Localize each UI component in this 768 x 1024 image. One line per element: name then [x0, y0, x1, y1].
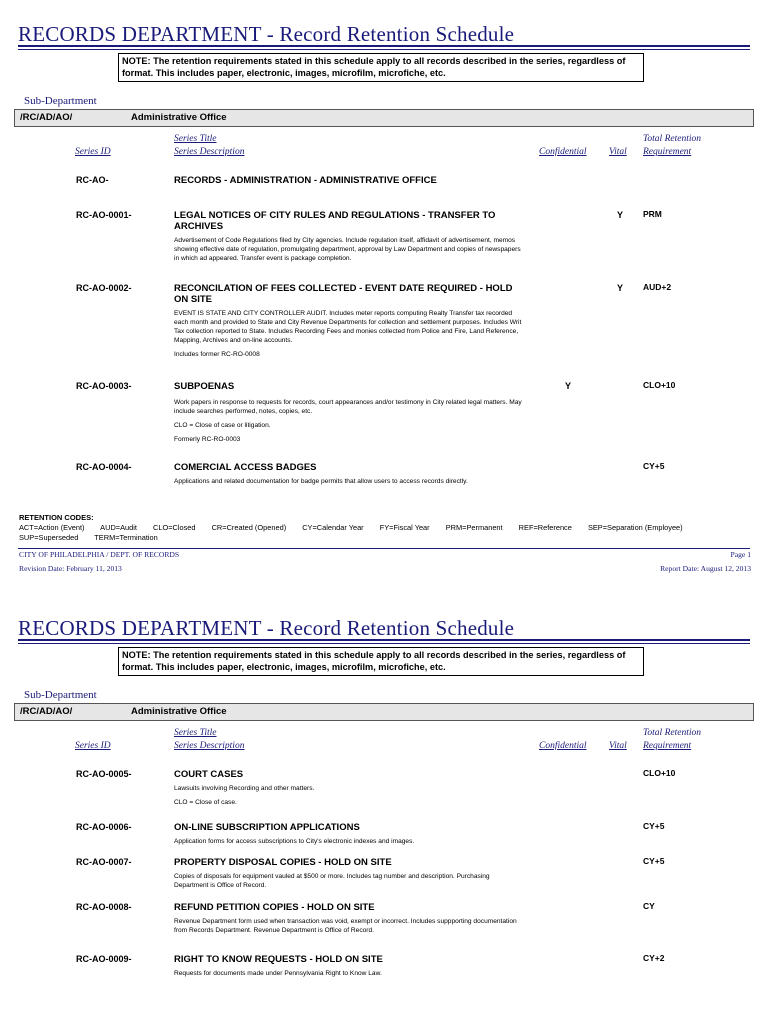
retention-code: FY=Fiscal Year: [379, 523, 430, 532]
series-description: Advertisement of Code Regulations filed by City agencies. Include regulation itself, affidavit of advertisement, memos showing effective date of regulation, promulgating department, approval by Law Department and copies of newspapers in which ad appeared. Transfer event is package completion.: [174, 237, 521, 262]
retention-note: NOTE: The retention requirements stated in this schedule apply to all records described in the series, regardless of format. This includes paper, electronic, images, microfilm, microfiche, etc.: [118, 53, 644, 82]
series-id: RC-AO-0006-: [76, 822, 132, 832]
series-id: RC-AO-0007-: [76, 857, 132, 867]
series-description: Copies of disposals for equipment vauled at $500 or more. Includes tag number and description. Purchasing Department is Office of Record.: [174, 873, 490, 889]
footer-rule: [18, 548, 750, 549]
series-title: LEGAL NOTICES OF CITY RULES AND REGULATIONS - TRANSFER TO ARCHIVES: [174, 210, 496, 232]
title-rule-thin: [18, 49, 750, 50]
series-id: RC-AO-0008-: [76, 902, 132, 912]
series-title: COURT CASES: [174, 769, 244, 780]
col-header-vital: Vital: [609, 741, 627, 751]
series-description: Requests for documents made under Pennsylvania Right to Know Law.: [174, 970, 382, 977]
series-title: ON-LINE SUBSCRIPTION APPLICATIONS: [174, 822, 360, 833]
series-description: Applications and related documentation for badge permits that allow users to access records directly.: [174, 478, 468, 485]
retention-code: CR=Created (Opened): [211, 523, 287, 532]
page-title: RECORDS DEPARTMENT - Record Retention Schedule: [18, 22, 515, 46]
col-header-total-retention: Total Retention: [643, 134, 701, 144]
department-bar: [14, 109, 754, 127]
retention-code: REF=Reference: [518, 523, 572, 532]
col-header-requirement: Requirement: [643, 147, 692, 157]
col-header-confidential: Confidential: [539, 741, 587, 751]
retention-code: SUP=Superseded: [19, 533, 79, 542]
retention-value: CY+5: [643, 821, 665, 831]
series-description: Lawsuits involving Recording and other matters. CLO = Close of case.: [174, 785, 315, 806]
retention-value: CY+5: [643, 856, 665, 866]
subdept-label: Sub-Department: [24, 95, 97, 107]
title-rule-thin: [18, 643, 750, 644]
series-description: Work papers in response to requests for records, court appearances and/or testimony in City related legal matters. May include searches performed, notes, copies, etc. CLO = Close of case or litigation. Formerly RC-RO-0003: [174, 399, 522, 443]
footer-revision-date: Revision Date: February 11, 2013: [19, 564, 122, 573]
department-name: Administrative Office: [131, 112, 227, 123]
department-name: Administrative Office: [131, 706, 227, 717]
col-header-requirement: Requirement: [643, 741, 692, 751]
department-bar: [14, 703, 754, 721]
page-title: RECORDS DEPARTMENT - Record Retention Schedule: [18, 616, 515, 640]
retention-note: NOTE: The retention requirements stated in this schedule apply to all records described in the series, regardless of format. This includes paper, electronic, images, microfilm, microfiche, etc.: [118, 647, 644, 676]
series-description: EVENT IS STATE AND CITY CONTROLLER AUDIT. Includes meter reports computing Realty Transfer tax recorded each month and provided to State and City Revenue Departments for collection and settlement purposes. Includes Writ Tax collection reported to State. Includes Recording Fees and monies collected from Police and Fire, Land Reference, Mapping, Archives and on-line accounts. Includes former RC-RO-0008: [174, 310, 522, 358]
confidential-flag: Y: [565, 381, 572, 391]
col-header-total-retention: Total Retention: [643, 728, 701, 738]
footer-page-number: Page 1: [730, 550, 751, 559]
series-description: Application forms for access subscriptions to City's electronic indexes and images.: [174, 838, 415, 845]
schedule-page-2: [0, 594, 768, 1024]
retention-code: CY=Calendar Year: [302, 523, 364, 532]
series-id: RC-AO-0001-: [76, 210, 132, 220]
series-title: REFUND PETITION COPIES - HOLD ON SITE: [174, 902, 375, 913]
col-header-series-id: Series ID: [75, 147, 111, 157]
retention-value: PRM: [643, 209, 662, 219]
series-title: PROPERTY DISPOSAL COPIES - HOLD ON SITE: [174, 857, 392, 868]
retention-code: AUD=Audit: [100, 523, 137, 532]
retention-value: AUD+2: [643, 282, 672, 292]
col-header-series-id: Series ID: [75, 741, 111, 751]
col-header-series-title: Series Title: [174, 134, 217, 144]
footer-report-date: Report Date: August 12, 2013: [660, 564, 751, 573]
department-code: /RC/AD/AO/: [20, 112, 73, 123]
retention-value: CY: [643, 901, 655, 911]
retention-code: SEP=Separation (Employee): [587, 523, 683, 532]
title-rule: [18, 639, 750, 641]
series-id: RC-AO-0003-: [76, 381, 132, 391]
subdept-label: Sub-Department: [24, 689, 97, 701]
retention-value: CY+2: [643, 953, 665, 963]
retention-value: CY+5: [643, 461, 665, 471]
series-id: RC-AO-0004-: [76, 462, 132, 472]
vital-flag: Y: [617, 210, 624, 220]
series-title: RECONCILATION OF FEES COLLECTED - EVENT DATE REQUIRED - HOLD ON SITE: [174, 283, 513, 305]
retention-codes-legend: [19, 523, 749, 543]
series-title: SUBPOENAS: [174, 381, 235, 392]
col-header-series-description: Series Description: [174, 147, 245, 157]
retention-value: CLO+10: [643, 768, 676, 778]
retention-codes-heading: RETENTION CODES:: [19, 513, 94, 522]
retention-code: CLO=Closed: [153, 523, 196, 532]
series-id: RC-AO-0009-: [76, 954, 132, 964]
retention-code: PRM=Permanent: [445, 523, 503, 532]
footer-organization: CITY OF PHILADELPHIA / DEPT. OF RECORDS: [19, 550, 180, 559]
department-code: /RC/AD/AO/: [20, 706, 73, 717]
series-id: RC-AO-0005-: [76, 769, 132, 779]
col-header-series-title: Series Title: [174, 728, 217, 738]
series-id: RC-AO-0002-: [76, 283, 132, 293]
series-title: RECORDS - ADMINISTRATION - ADMINISTRATIVE OFFICE: [174, 175, 437, 186]
series-title: RIGHT TO KNOW REQUESTS - HOLD ON SITE: [174, 954, 383, 965]
series-id: RC-AO-: [76, 175, 109, 185]
col-header-confidential: Confidential: [539, 147, 587, 157]
retention-code: TERM=Termination: [94, 533, 158, 542]
title-rule: [18, 45, 750, 47]
series-description: Revenue Department form used when transaction was void, exempt or incorrect. Includes suppporting documentation from Records Department. Revenue Department is Office of Record.: [174, 918, 517, 934]
vital-flag: Y: [617, 283, 624, 293]
retention-code: ACT=Action (Event): [19, 523, 85, 532]
col-header-series-description: Series Description: [174, 741, 245, 751]
retention-value: CLO+10: [643, 380, 676, 390]
series-title: COMERCIAL ACCESS BADGES: [174, 462, 317, 473]
col-header-vital: Vital: [609, 147, 627, 157]
